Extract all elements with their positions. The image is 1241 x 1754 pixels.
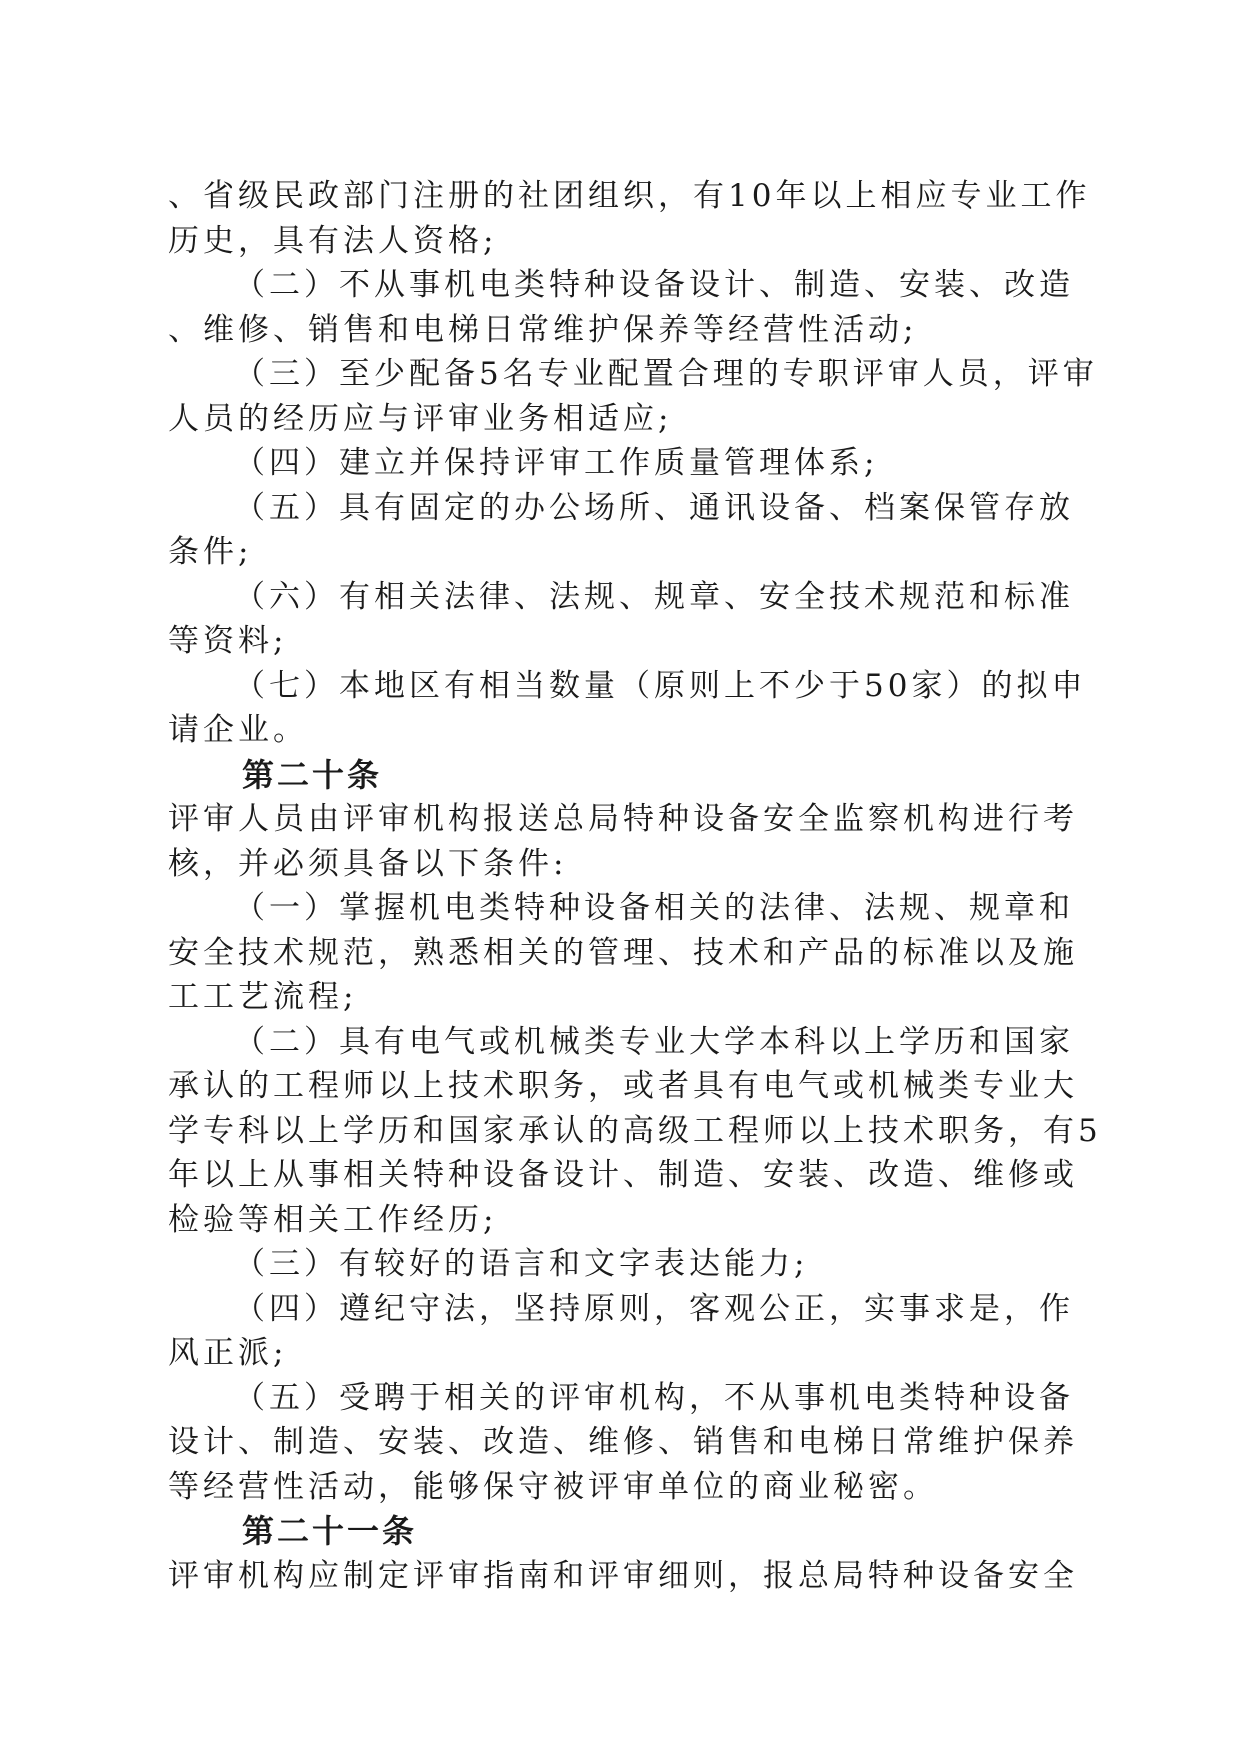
text-line: 承认的工程师以上技术职务，或者具有电气或机械类专业大 [168, 1068, 1078, 1104]
document-body [168, 174, 1102, 1598]
text-line: 评审人员由评审机构报送总局特种设备安全监察机构进行考 [168, 801, 1078, 837]
text-line: 设计、制造、安装、改造、维修、销售和电梯日常维护保养 [168, 1424, 1078, 1460]
clause-item: （五）具有固定的办公场所、通讯设备、档案保管存放 [234, 489, 1074, 526]
article-heading: 第二十一条 [242, 1512, 418, 1550]
text-line: 评审机构应制定评审指南和评审细则，报总局特种设备安全 [168, 1557, 1078, 1594]
text-line: 等资料; [168, 623, 288, 659]
text-line: 检验等相关工作经历; [168, 1201, 498, 1238]
text-line: 条件; [168, 534, 253, 570]
clause-item: （四）遵纪守法，坚持原则，客观公正，实事求是，作 [234, 1290, 1074, 1327]
article-heading: 第二十条 [242, 755, 383, 794]
regulation-text [168, 174, 1102, 1598]
text-line: 核，并必须具备以下条件: [168, 845, 568, 882]
text-line: 请企业。 [168, 712, 308, 748]
clause-item: （二）具有电气或机械类专业大学本科以上学历和国家 [234, 1023, 1074, 1060]
text-line: 年以上从事相关特种设备设计、制造、安装、改造、维修或 [168, 1157, 1078, 1193]
clause-item: （一）掌握机电类特种设备相关的法律、法规、规章和 [234, 890, 1074, 926]
text-line: 等经营性活动，能够保守被评审单位的商业秘密。 [168, 1468, 938, 1505]
text-line: 人员的经历应与评审业务相适应; [168, 400, 673, 437]
text-line: 安全技术规范，熟悉相关的管理、技术和产品的标准以及施 [168, 934, 1078, 971]
clause-item: （五）受聘于相关的评审机构，不从事机电类特种设备 [234, 1379, 1074, 1416]
text-line: 历史，具有法人资格; [168, 222, 498, 259]
text-line: 学专科以上学历和国家承认的高级工程师以上技术职务，有5 [168, 1112, 1102, 1149]
text-line: 风正派; [168, 1335, 288, 1371]
clause-item: （六）有相关法律、法规、规章、安全技术规范和标准 [234, 578, 1074, 615]
text-line: 、省级民政部门注册的社团组织，有10年以上相应专业工作 [168, 178, 1091, 214]
text-line: 、维修、销售和电梯日常维护保养等经营性活动; [168, 311, 918, 348]
clause-item: （四）建立并保持评审工作质量管理体系; [234, 445, 879, 481]
clause-item: （三）至少配备5名专业配置合理的专职评审人员，评审 [234, 356, 1098, 392]
clause-item: （三）有较好的语言和文字表达能力; [234, 1246, 809, 1282]
clause-item: （七）本地区有相当数量（原则上不少于50家）的拟申 [234, 667, 1087, 704]
clause-item: （二）不从事机电类特种设备设计、制造、安装、改造 [234, 267, 1074, 303]
text-line: 工工艺流程; [168, 979, 358, 1015]
